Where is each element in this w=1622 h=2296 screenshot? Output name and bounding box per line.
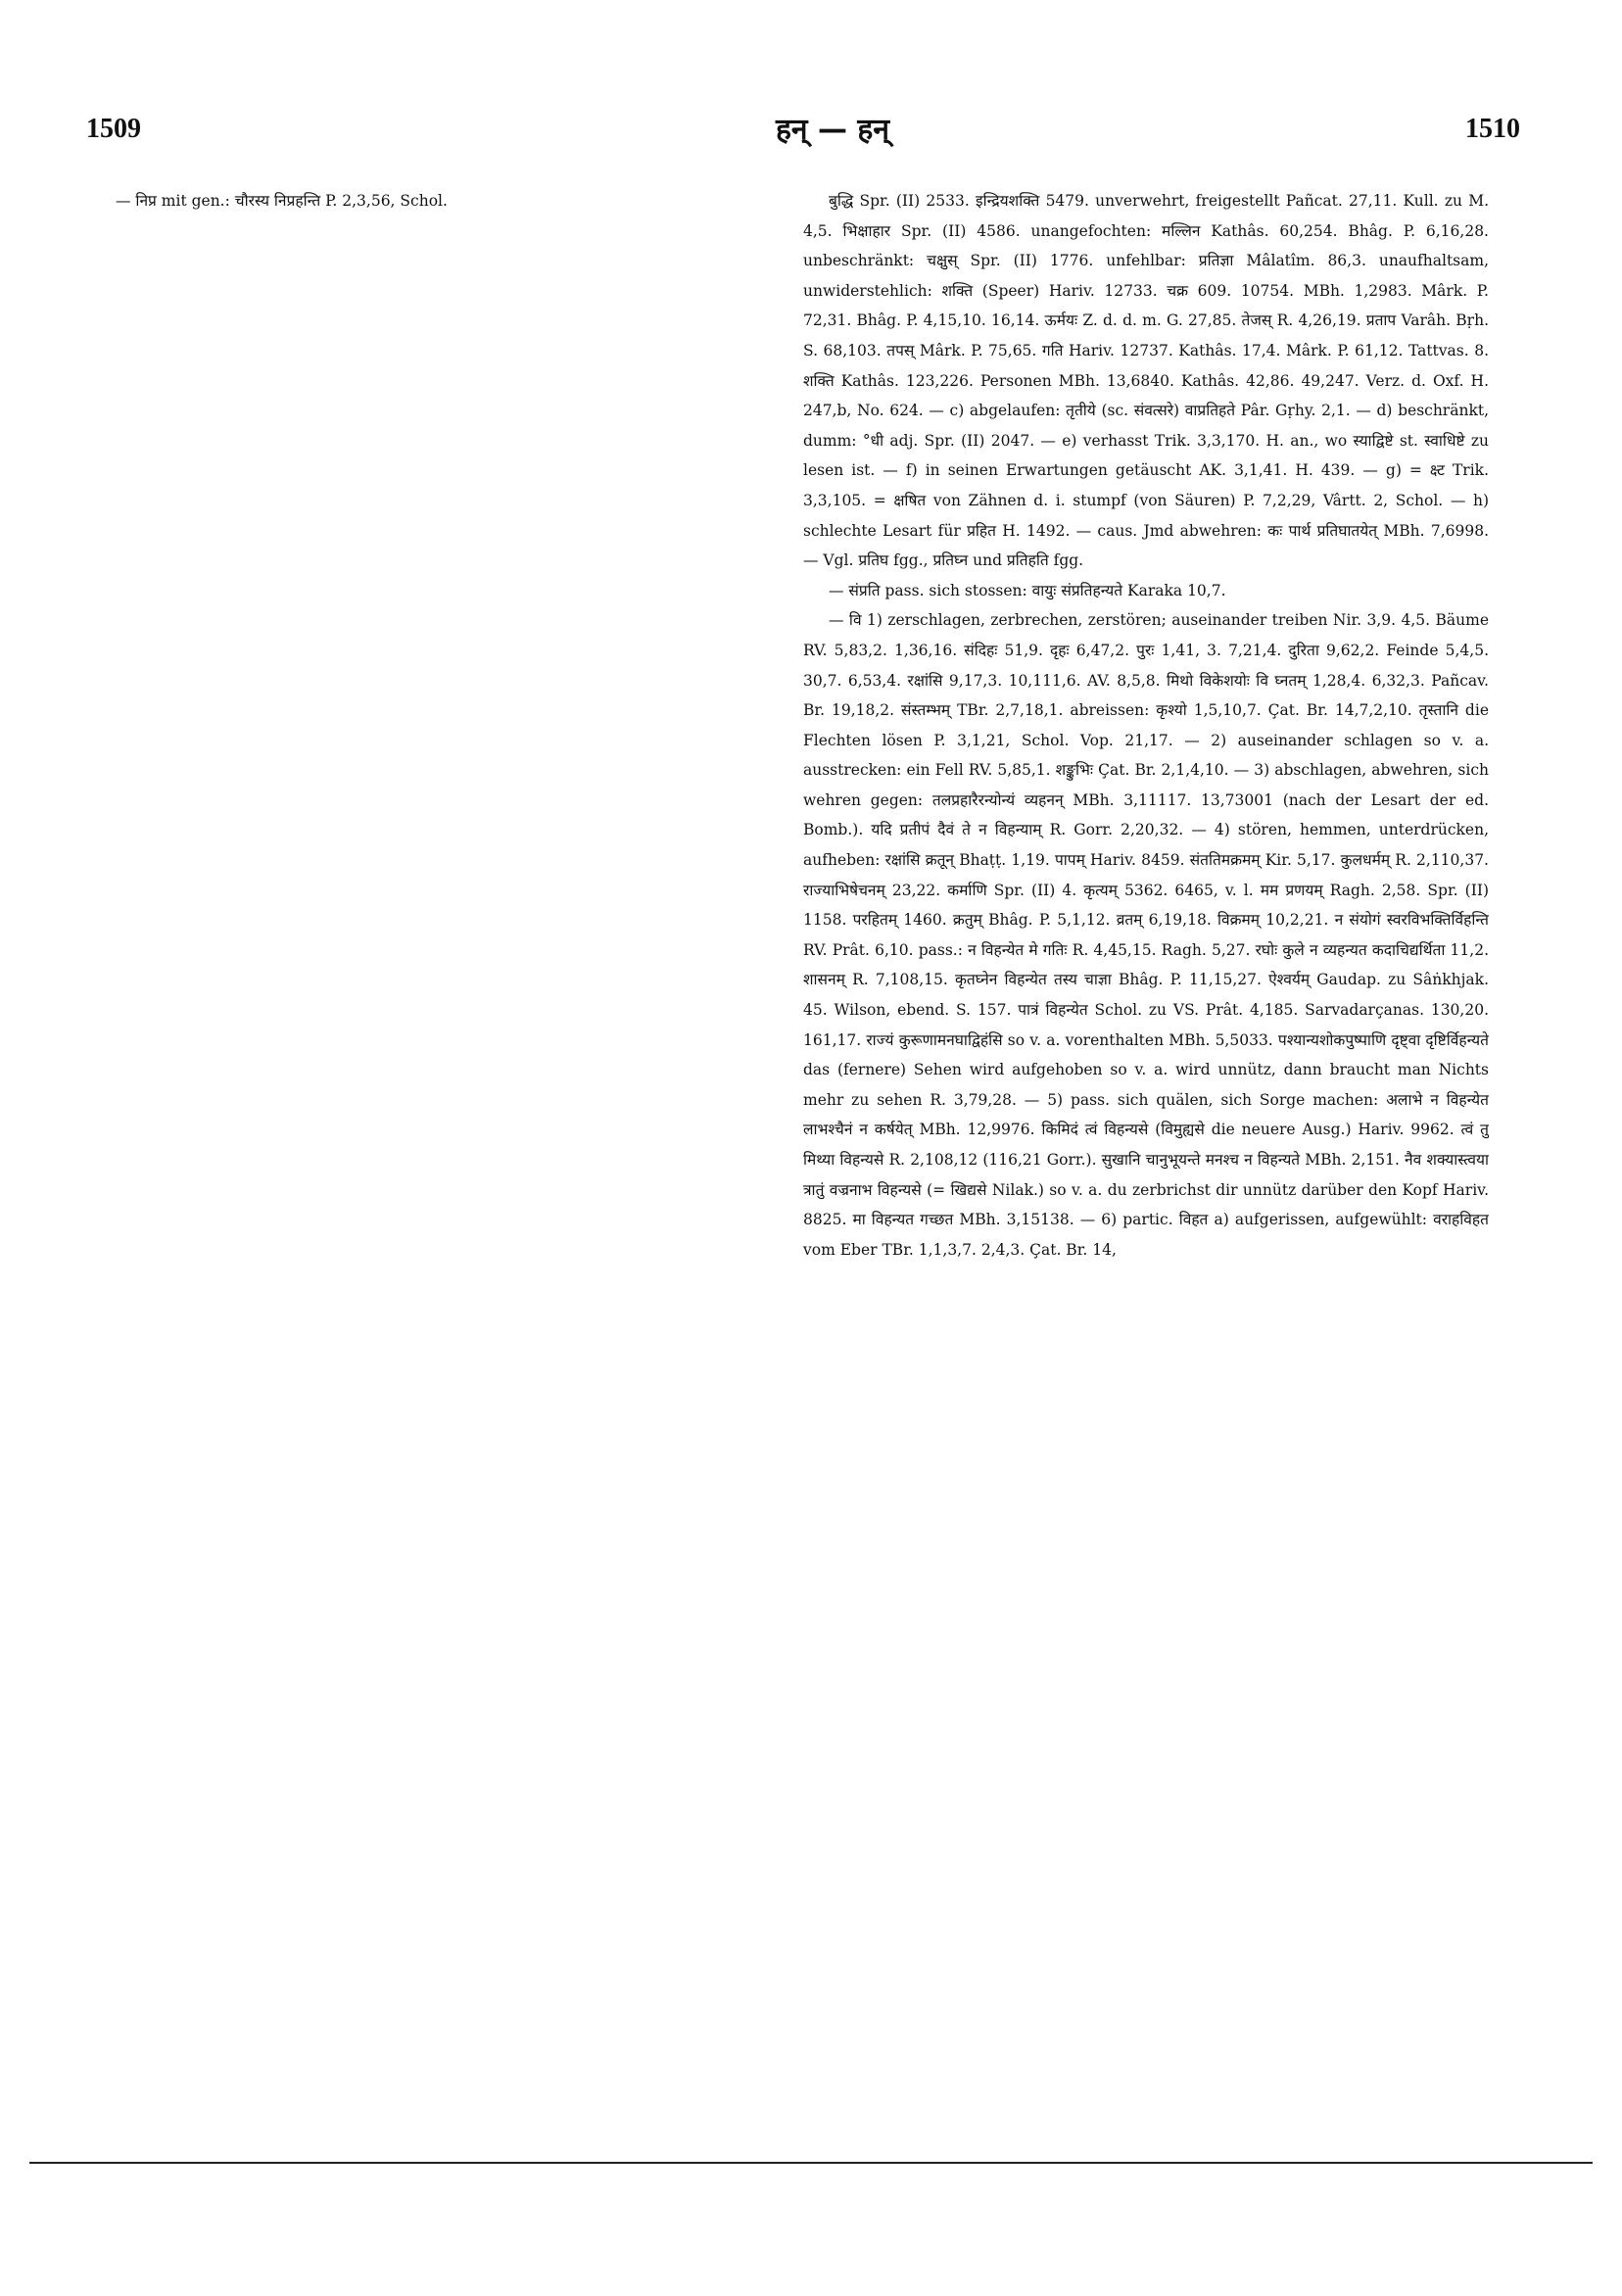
- right-entry-2: — संप्रति pass. sich stossen: वायुः संप्रतिहन्यते Karaka 10,7.: [829, 581, 1226, 599]
- right-entry-3: — वि 1) zerschlagen, zerbrechen, zerstören; auseinander treiben Nir. 3,9. 4,5. Bäume RV. 5,83,2. 1,36,16. संदिहः 51,9. दृहः 6,47,2. पुरः 1,41, 3. 7,21,4. दुरिता 9,62,2. Feinde 5,4,5. 30,7. 6,53,4. रक्षांसि 9,17,3. 10,111,6. AV. 8,5,8. मिथो विकेशयोः वि घ्नतम् 1,28,4. 6,32,3. Pañcav. Br. 19,18,2. संस्तम्भम् TBr. 2,7,18,1. abreissen: कृश्यो 1,5,10,7. Çat. Br. 14,7,2,10. तृस्तानि die Flechten lösen P. 3,1,21, Schol. Vop. 21,17. — 2) auseinander schlagen so v. a. ausstrecken: ein Fell RV. 5,85,1. शङ्कुभिः Çat. Br. 2,1,4,10. — 3) abschlagen, abwehren, sich wehren gegen: तलप्रहारैरन्योन्यं व्यहनन् MBh. 3,11117. 13,73001 (nach der Lesart der ed. Bomb.). यदि प्रतीपं दैवं ते न विहन्याम् R. Gorr. 2,20,32. — 4) stören, hemmen, unterdrücken, aufheben: रक्षांसि क्रतून् Bhaṭṭ. 1,19. पापम् Hariv. 8459. संततिमक्रमम् Kir. 5,17. कुलधर्मम् R. 2,110,37. राज्याभिषेचनम् 23,22. कर्माणि Spr. (II) 4. कृत्यम् 5362. 6465, v. l. मम प्रणयम् Ragh. 2,58. Spr. (II) 1158. परहितम् 1460. क्रतुम् Bhâg. P. 5,1,12. व्रतम् 6,19,18. विक्रमम् 10,2,21. न संयोगं स्वरविभक्तिर्विहन्ति RV. Prât. 6,10. pass.: न विहन्येत मे गतिः R. 4,45,15. Ragh. 5,27. रघोः कुले न व्यहन्यत कदाचिद्यर्थिता 11,2. शासनम् R. 7,108,15. कृतघ्नेन विहन्येत तस्य चाज्ञा Bhâg. P. 11,15,27. ऐश्वर्यम् Gaudap. zu Sâṅkhjak. 45. Wilson, ebend. S. 157. पात्रं विहन्येत Schol. zu VS. Prât. 4,185. Sarvadarçanas. 130,20. 161,17. राज्यं कुरूणामनघाद्विहंसि so v. a. vorenthalten MBh. 5,5033. पश्यान्यशोकपुष्पाणि दृष्ट्वा दृष्टिर्विहन्यते das (fernere) Sehen wird aufgehoben so v. a. wird unnütz, dann braucht man Nichts mehr zu sehen R. 3,79,28. — 5) pass. sich quälen, sich Sorge machen: अलाभे न विहन्येत लाभश्चैनं न कर्षयेत् MBh. 12,9976. किमिदं त्वं विहन्यसे (विमुह्यसे die neuere Ausg.) Hariv. 9962. त्वं तु मिथ्या विहन्यसे R. 2,108,12 (116,21 Gorr.). सुखानि चानुभूयन्ते मनश्च न विहन्यते MBh. 2,151. नैव शक्यास्त्वया त्रातुं वज्रनाभ विहन्यसे (= खिद्यसे Nilak.) so v. a. du zerbrichst dir unnütz darüber den Kopf Hariv. 8825. मा विहन्यत गच्छत MBh. 3,15138. — 6) partic. विहत a) aufgerissen, aufgewühlt: वराहविहत vom Eber TBr. 1,1,3,7. 2,4,3. Çat. Br. 14,: [803, 611, 1489, 1259]
- right-entry-1: बुद्धि Spr. (II) 2533. इन्द्रियशक्ति 5479. unverwehrt, freigestellt Pañcat. 27,11. Kull. zu M. 4,5. भिक्षाहार Spr. (II) 4586. unangefochten: मल्लिन Kathâs. 60,254. Bhâg. P. 6,16,28. unbeschränkt: चक्षुस् Spr. (II) 1776. unfehlbar: प्रतिज्ञा Mâlatîm. 86,3. unaufhaltsam, unwiderstehlich: शक्ति (Speer) Hariv. 12733. चक्र 609. 10754. MBh. 1,2983. Mârk. P. 72,31. Bhâg. P. 4,15,10. 16,14. ऊर्मयः Z. d. d. m. G. 27,85. तेजस् R. 4,26,19. प्रताप Varâh. Bṛh. S. 68,103. तपस् Mârk. P. 75,65. गति Hariv. 12737. Kathâs. 17,4. Mârk. P. 61,12. Tattvas. 8. शक्ति Kathâs. 123,226. Personen MBh. 13,6840. Kathâs. 42,86. 49,247. Verz. d. Oxf. H. 247,b, No. 624. — c) abgelaufen: तृतीये (sc. संवत्सरे) वाप्रतिहते Pâr. Gṛhy. 2,1. — d) beschränkt, dumm: °धी adj. Spr. (II) 2047. — e) verhasst Trik. 3,3,170. H. an., wo स्याद्विष्टे st. स्वाधिष्टे zu lesen ist. — f) in seinen Erwartungen getäuscht AK. 3,1,41. H. 439. — g) = क्ष्ट Trik. 3,3,105. = क्षषित von Zähnen d. i. stumpf (von Säuren) P. 7,2,29, Vârtt. 2, Schol. — h) schlechte Lesart für प्रहित H. 1492. — caus. Jmd abwehren: कः पार्थ प्रतिघातयेत् MBh. 7,6998. — Vgl. प्रतिघ fgg., प्रतिघ्न und प्रतिहति fgg.: [803, 192, 1489, 570]
- page-number-left: 1509: [86, 114, 141, 144]
- left-entry-1: — निप्र mit gen.: चौरस्य निप्रहन्ति P. 2,3,56, Schol.: [116, 192, 448, 210]
- bottom-rule: [29, 2162, 1593, 2164]
- right-column: [803, 186, 1489, 2126]
- running-title: हन् — हन्: [775, 113, 890, 147]
- page-number-right: 1510: [1465, 114, 1520, 144]
- left-column: [90, 186, 781, 2126]
- running-header: [0, 108, 1622, 157]
